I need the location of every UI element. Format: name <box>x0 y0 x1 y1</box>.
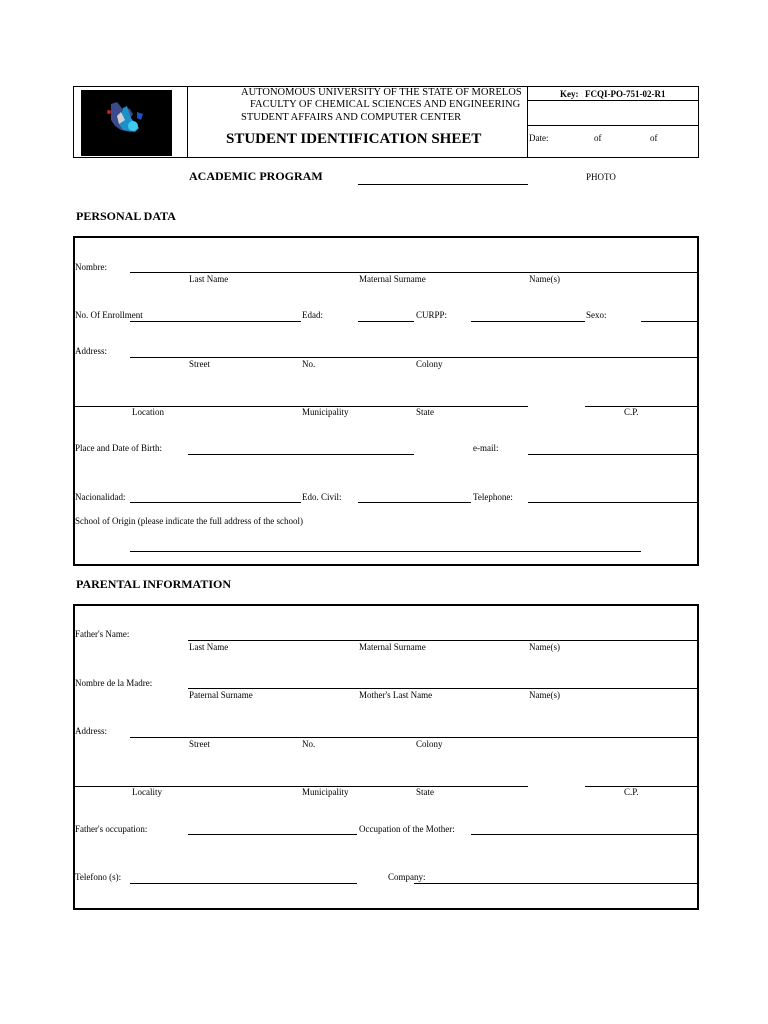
names-caption: Name(s) <box>529 642 560 652</box>
curpp-label: CURPP: <box>416 310 448 320</box>
key-value: FCQI-PO-751-02-R1 <box>585 89 666 99</box>
header-key-underline <box>527 100 698 101</box>
nacionalidad-field[interactable] <box>130 502 301 503</box>
father-name-label: Father's Name: <box>75 629 130 639</box>
header-divider-key <box>527 86 528 158</box>
mother-occupation-field[interactable] <box>471 834 698 835</box>
street-caption: Street <box>189 359 210 369</box>
birth-field[interactable] <box>188 454 414 455</box>
municipality-caption: Municipality <box>302 407 349 417</box>
academic-program-field[interactable] <box>358 184 528 185</box>
company-label: Company: <box>388 872 426 882</box>
names-caption: Name(s) <box>529 274 560 284</box>
email-field[interactable] <box>528 454 698 455</box>
enrollment-field[interactable] <box>130 321 301 322</box>
state-caption: State <box>416 407 434 417</box>
location-caption: Location <box>132 407 164 417</box>
header-key-separator <box>527 125 698 126</box>
father-name-field[interactable] <box>188 640 698 641</box>
school-field[interactable] <box>130 551 641 552</box>
maternal-surname-caption: Maternal Surname <box>359 642 426 652</box>
telefono-label: Telefono (s): <box>75 872 122 882</box>
address-field[interactable] <box>130 357 698 358</box>
edad-field[interactable] <box>358 321 414 322</box>
address-label: Address: <box>75 346 107 356</box>
birth-label: Place and Date of Birth: <box>75 443 162 453</box>
company-field[interactable] <box>414 883 698 884</box>
names-caption-2: Name(s) <box>529 690 560 700</box>
personal-data-heading: PERSONAL DATA <box>76 209 176 223</box>
mother-last-caption: Mother's Last Name <box>359 690 433 700</box>
date-label: Date: <box>529 133 549 143</box>
date-of-1: of <box>594 133 602 143</box>
no-caption: No. <box>302 359 316 369</box>
parental-info-heading: PARENTAL INFORMATION <box>76 577 232 591</box>
parent-address-field[interactable] <box>130 737 698 738</box>
photo-label: PHOTO <box>586 172 616 182</box>
mother-name-field[interactable] <box>188 688 698 689</box>
last-name-caption: Last Name <box>189 642 229 652</box>
maternal-surname-caption: Maternal Surname <box>359 274 426 284</box>
father-occupation-label: Father's occupation: <box>75 824 148 834</box>
school-label: School of Origin (please indicate the full address of the school) <box>75 516 303 526</box>
colony-caption: Colony <box>416 739 443 749</box>
telephone-label: Telephone: <box>473 492 513 502</box>
last-name-caption: Last Name <box>189 274 229 284</box>
header-divider-logo <box>187 86 188 158</box>
nombre-field[interactable] <box>130 272 698 273</box>
academic-program-label: ACADEMIC PROGRAM <box>189 169 323 183</box>
civil-label: Edo. Civil: <box>302 492 342 502</box>
locality-caption: Locality <box>132 787 162 797</box>
center-name: STUDENT AFFAIRS AND COMPUTER CENTER <box>241 112 462 123</box>
enrollment-label: No. Of Enrollment <box>75 310 143 320</box>
nacionalidad-label: Nacionalidad: <box>75 492 126 502</box>
street-caption: Street <box>189 739 210 749</box>
nombre-label: Nombre: <box>75 262 107 272</box>
mother-occupation-label: Occupation of the Mother: <box>359 824 455 834</box>
state-caption: State <box>416 787 434 797</box>
edad-label: Edad: <box>302 310 323 320</box>
key-label: Key: <box>560 89 579 99</box>
email-label: e-mail: <box>473 443 499 453</box>
paternal-surname-caption: Paternal Surname <box>189 690 253 700</box>
curpp-field[interactable] <box>471 321 585 322</box>
municipality-caption: Municipality <box>302 787 349 797</box>
parent-address-label: Address: <box>75 726 107 736</box>
telefono-field[interactable] <box>130 883 357 884</box>
page-title: STUDENT IDENTIFICATION SHEET <box>226 131 482 147</box>
cp-caption: C.P. <box>624 787 639 797</box>
father-occupation-field[interactable] <box>188 834 357 835</box>
university-name: AUTONOMOUS UNIVERSITY OF THE STATE OF MORELOS <box>241 87 522 98</box>
mother-name-label: Nombre de la Madre: <box>75 678 153 688</box>
flask-icon <box>81 90 172 156</box>
parent-cp-field[interactable] <box>585 786 698 787</box>
telephone-field[interactable] <box>528 502 698 503</box>
sexo-label: Sexo: <box>586 310 607 320</box>
sexo-field[interactable] <box>641 321 698 322</box>
cp-field[interactable] <box>585 406 698 407</box>
colony-caption: Colony <box>416 359 443 369</box>
date-of-2: of <box>650 133 658 143</box>
faculty-name: FACULTY OF CHEMICAL SCIENCES AND ENGINEERING <box>250 99 521 110</box>
no-caption: No. <box>302 739 316 749</box>
civil-field[interactable] <box>358 502 471 503</box>
cp-caption: C.P. <box>624 407 639 417</box>
university-logo <box>81 90 172 156</box>
